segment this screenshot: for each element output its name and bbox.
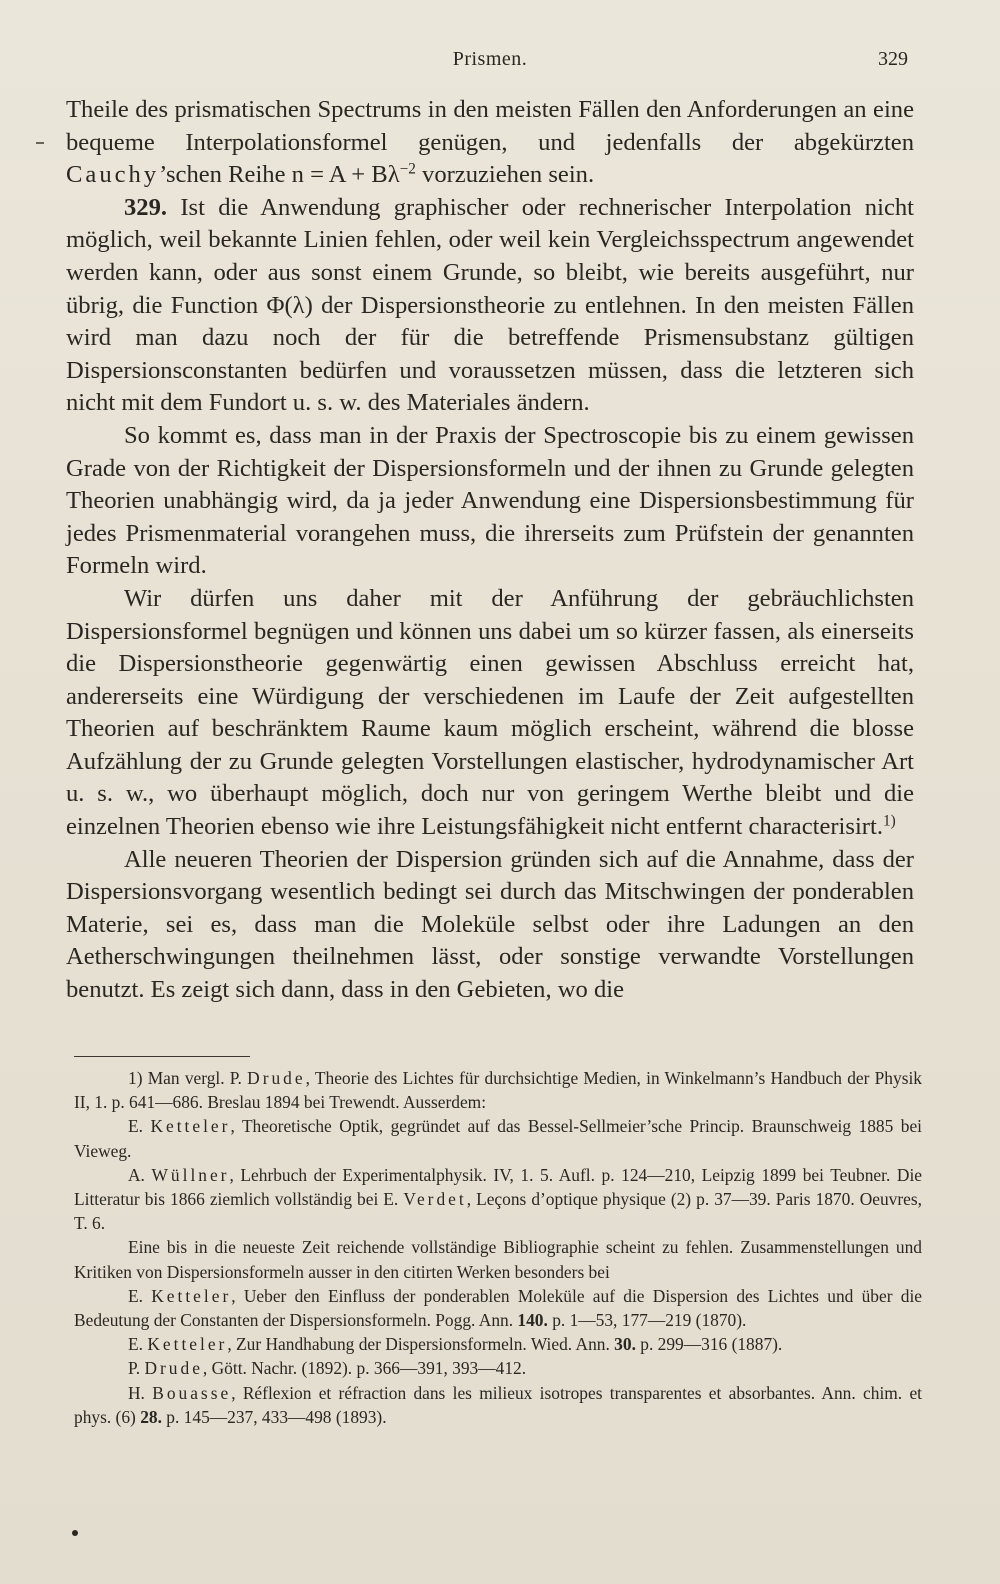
text-run: p. 299—316 (1887). — [635, 1334, 783, 1355]
footnote-entry — [74, 1356, 922, 1380]
author-name: Ketteler — [147, 1334, 228, 1355]
footnote-entry — [74, 1114, 922, 1162]
author-name: Verdet — [403, 1189, 467, 1210]
text-run: , Leçons d’optique physique (2) p. 37—39. Paris 1870. Oeuvres, T. 6. — [74, 1189, 922, 1234]
volume-number: 140. — [517, 1310, 548, 1331]
text-run: , Ueber den Einfluss der ponderablen Moleküle auf die Dispersion des Lichtes und über die Bedeutung der Constanten der Dispersionsformeln. Pogg. Ann. — [74, 1285, 922, 1331]
page-number: 329 — [878, 48, 908, 70]
ink-dot — [72, 1530, 78, 1536]
footnote-entry: Eine bis in die neueste Zeit reichende vollständige Bibliographie scheint zu fehlen. Zusammenstellungen und Kritiken von Dispersionsformeln ausser in den citirten Werken besonders bei — [74, 1237, 922, 1282]
footnote-entry — [74, 1163, 922, 1236]
section-329-paragraph — [66, 192, 914, 420]
margin-mark — [36, 142, 44, 144]
volume-number: 28. — [140, 1406, 162, 1427]
exponent: −2 — [399, 160, 416, 178]
text-run: , Theorie des Lichtes für durchsichtige Medien, in Winkelmann’s Handbuch der Physik II, 1. p. 641—686. Breslau 1894 bei Trewendt. Ausserdem: — [74, 1068, 922, 1113]
formula-text: ’schen Reihe n = A + Bλ — [159, 161, 400, 189]
text-run: , Theoretische Optik, gegründet auf das Bessel-Sellmeier’sche Princip. Braunschweig 1885 bei Vieweg. — [74, 1116, 923, 1161]
text-run: 1) Man vergl. P. — [128, 1068, 248, 1088]
text-run: vorzuziehen sein. — [415, 161, 595, 189]
text-run: , Gött. Nachr. (1892). p. 366—391, 393—412. — [202, 1358, 527, 1379]
footnote-separator — [74, 1056, 250, 1057]
author-name: Ketteler — [151, 1285, 232, 1306]
paragraph-continued — [66, 94, 914, 192]
author-name: Bouasse — [152, 1382, 232, 1403]
author-name: Drude — [144, 1358, 203, 1379]
author-name: Drude — [247, 1068, 306, 1088]
volume-number: 30. — [614, 1334, 636, 1355]
running-title: Prismen. — [452, 48, 528, 70]
author-name: Ketteler — [150, 1116, 231, 1137]
text-run: , Réflexion et réfraction dans les milieux isotropes transparentes et absorbantes. Ann. chim. et phys. (6) — [74, 1382, 922, 1427]
footnote-entry — [74, 1284, 922, 1332]
author-name: Cauchy — [66, 161, 160, 189]
paragraph: Alle neueren Theorien der Dispersion gründen sich auf die Annahme, dass der Dispersionsvorgang wesentlich bedingt sei durch das Mitschwingen der ponderablen Materie, sei es, dass man die Moleküle selbst oder ihre Ladungen an den Aetherschwingungen theilnehmen lässt, oder sonstige verwandte Vorstellungen benutzt. Es zeigt sich dann, dass in den Gebieten, wo die — [66, 845, 914, 1004]
text-run: H. — [128, 1382, 153, 1403]
text-run: , Lehrbuch der Experimentalphysik. IV, 1. 5. Aufl. p. 124—210, Leipzig 1899 bei Teubner. Die Litteratur bis 1866 ziemlich vollständig bei E. — [74, 1164, 923, 1210]
running-header — [66, 48, 914, 78]
footnote-entry — [74, 1381, 922, 1429]
text-run: Theile des prismatischen Spectrums in den meisten Fällen den Anforderungen an eine bequeme Interpolationsformel genügen, und jedenfalls der abgekürzten — [66, 96, 914, 156]
section-number: 329. — [124, 193, 168, 221]
text-run: p. 145—237, 433—498 (1893). — [161, 1406, 387, 1427]
text-run: Wir dürfen uns daher mit der Anführung der gebräuchlichsten Dispersionsformel begnügen und können uns dabei um so kürzer fassen, als einerseits die Dispersionstheorie gegenwärtig einen gewissen Abschluss erreicht hat, andererseits eine Würdigung der verschiedenen im Laufe der Zeit aufgestellten Theorien auf beschränktem Raume kaum möglich erscheint, während die blosse Aufzählung der zu Grunde gelegten Vorstellungen elastischer, hydrodynamischer Art u. s. w., wo überhaupt möglich, doch nur von geringem Werthe bleibt und die einzelnen Theorien ebenso wie ihre Leistungsfähigkeit nicht entfernt characterisirt. — [66, 584, 914, 841]
text-run: A. — [128, 1164, 152, 1185]
footnote-reference: 1) — [882, 812, 896, 830]
footnote-entry — [74, 1332, 922, 1356]
text-run: Ist die Anwendung graphischer oder rechnerischer Interpolation nicht möglich, weil bekannte Linien fehlen, oder weil kein Vergleichsspectrum angewendet werden kann, oder aus sonst einem Grunde, so bleibt, wie bereits ausgeführt, nur übrig, die Function Φ(λ) der Dispersionstheorie zu entlehnen. In den meisten Fällen wird man dazu noch der für die betreffende Prismensubstanz gültigen Dispersionsconstanten bedürfen und voraussetzen müssen, dass die letzteren sich nicht mit dem Fundort u. s. w. des Materiales ändern. — [66, 193, 914, 417]
text-run: E. — [128, 1116, 151, 1137]
text-run: , Zur Handhabung der Dispersionsformeln. Wied. Ann. — [227, 1334, 615, 1355]
main-text — [66, 94, 914, 1007]
footnotes — [74, 1066, 922, 1429]
footnote-entry — [74, 1066, 922, 1114]
paragraph: So kommt es, dass man in der Praxis der Spectroscopie bis zu einem gewissen Grade von der Richtigkeit der Dispersionsformeln und der ihnen zu Grunde gelegten Theorien unabhängig wird, da ja jeder Anwendung eine Dispersionsbestimmung für jedes Prismenmaterial vorangehen muss, die ihrerseits zum Prüfstein der genannten Formeln wird. — [66, 421, 914, 580]
text-run: E. — [128, 1285, 152, 1306]
text-run: p. 1—53, 177—219 (1870). — [547, 1310, 747, 1331]
paragraph — [66, 583, 914, 844]
text-run: P. — [128, 1358, 145, 1379]
author-name: Wüllner — [151, 1164, 230, 1185]
text-run: E. — [128, 1334, 148, 1355]
